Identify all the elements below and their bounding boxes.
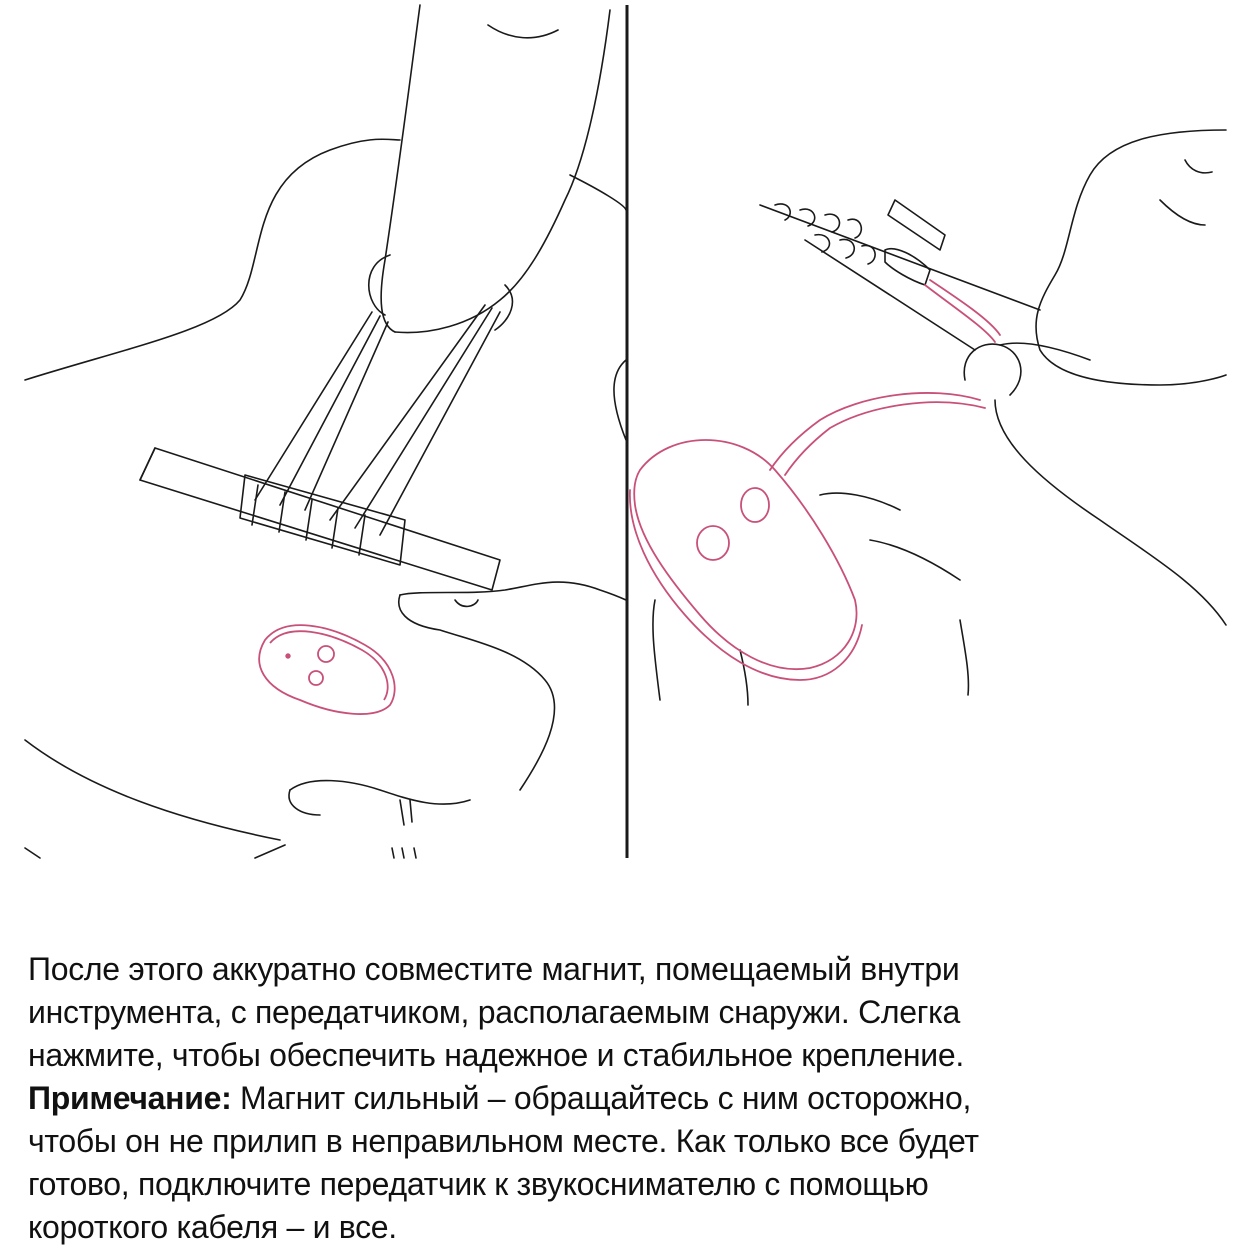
right-hand-crease	[1160, 160, 1212, 225]
guitar-body-upper-outline	[25, 139, 400, 380]
guitar-edge-small-2	[255, 845, 285, 858]
right-hand-top	[1036, 130, 1226, 385]
transmitter-right-button-2	[697, 526, 729, 560]
guitar-body-lower-outline	[25, 740, 280, 840]
string-6	[380, 312, 500, 535]
right-panel-cable	[653, 130, 1226, 705]
hand-finger-lines-2	[392, 848, 416, 858]
magnet-transmitter-left	[259, 625, 394, 714]
hand-palm	[290, 781, 470, 805]
note-text: Магнит сильный – обращайтесь с ним осторожно,	[231, 1080, 972, 1116]
instruction-line-3: нажмите, чтобы обеспечить надежное и стабильное крепление.	[28, 1037, 964, 1073]
note-label: Примечание:	[28, 1080, 232, 1116]
pickup-bar-top	[760, 205, 1040, 310]
cable-line-2	[925, 285, 995, 342]
transmitter-led	[286, 654, 290, 658]
hand-knuckle	[455, 600, 478, 606]
hand-finger-lines	[400, 800, 412, 825]
string-1	[255, 312, 372, 500]
guitar-body-right-outline	[570, 175, 626, 210]
instruction-line-1: После этого аккуратно совместите магнит, помещаемый внутри	[28, 951, 960, 987]
arm-left-edge	[381, 5, 420, 332]
transmitter-body	[259, 625, 394, 714]
instruction-line-6: готово, подключите передатчик к звукоснимателю с помощью	[28, 1166, 929, 1202]
string-3	[305, 322, 388, 510]
guitar-body-right-waist	[614, 360, 626, 440]
transmitter-right-button-1	[741, 488, 769, 522]
transmitter-right-body	[634, 440, 856, 669]
cable-transmitter-right	[630, 280, 1000, 680]
bridge-saddle-notch-1	[252, 485, 258, 525]
string-2	[280, 316, 380, 505]
right-hand-palm-line	[960, 620, 968, 695]
instruction-text	[28, 948, 1228, 1249]
pickup-block	[888, 200, 945, 250]
right-hand-wrist	[995, 400, 1226, 625]
right-hand-thumb-2	[740, 650, 748, 705]
pickup-bar-bottom	[805, 240, 975, 350]
right-hand-fingertip	[964, 344, 1021, 395]
hand-finger-lower	[289, 790, 320, 815]
transmitter-button-2	[309, 671, 323, 685]
left-panel-guitar	[25, 5, 626, 858]
pickup-coils-lower	[815, 235, 875, 264]
transmitter-button-1	[318, 646, 334, 662]
bridge-top	[140, 448, 500, 590]
string-4	[330, 305, 485, 520]
instruction-line-4	[28, 1077, 1228, 1120]
instruction-line-2: инструмента, с передатчиком, располагаемым снаружи. Слегка	[28, 994, 961, 1030]
bridge-saddle-notch-2	[279, 492, 285, 532]
pickup-coils	[775, 204, 861, 238]
cable-loop-2	[785, 402, 985, 475]
instruction-line-5: чтобы он не прилип в неправильном месте. Как только все будет	[28, 1123, 979, 1159]
string-5	[355, 308, 492, 528]
hand-fingers	[400, 582, 626, 600]
sound-hole	[369, 255, 390, 315]
arm-crease	[488, 25, 558, 38]
right-hand-thumb	[653, 600, 660, 700]
bridge-front	[140, 448, 155, 480]
cable-loop-1	[770, 393, 980, 470]
hand-thumb	[399, 595, 555, 790]
instruction-line-7: короткого кабеля – и все.	[28, 1209, 397, 1245]
guitar-edge-small	[25, 848, 40, 858]
arm-right-edge	[395, 10, 610, 333]
transmitter-inner	[270, 631, 388, 700]
